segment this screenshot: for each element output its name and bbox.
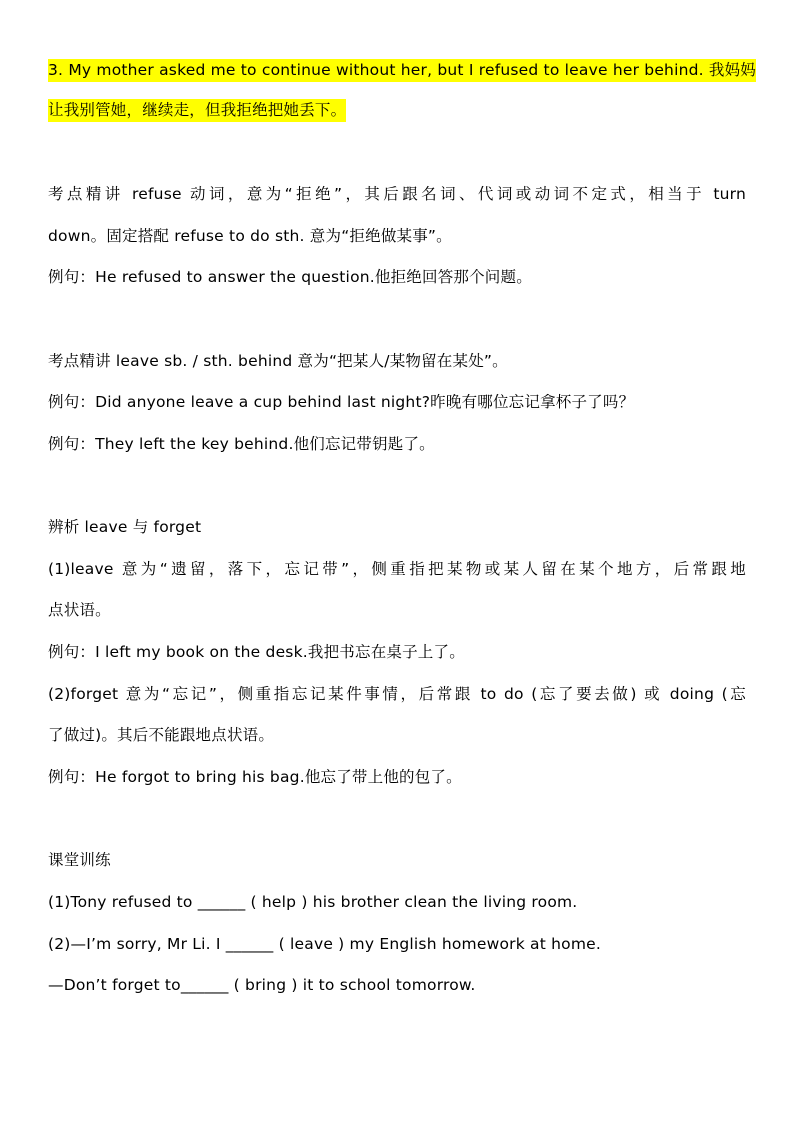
heading-line-2 (48, 100, 346, 120)
exercise-title: 课堂训练 (48, 851, 111, 869)
point1-line-1: 考点精讲 refuse 动词，意为“拒绝”，其后跟名词、代词或动词不定式，相当于 turn (48, 185, 746, 203)
heading-highlight-2: 让我别管她，继续走，但我拒绝把她丢下。 (48, 99, 346, 122)
exercise-question-2b: —Don’t forget to______ ( bring ) it to school tomorrow. (48, 976, 476, 994)
compare-forget-line-2: 了做过)。其后不能跟地点状语。 (48, 726, 275, 744)
compare-forget-line-1: (2)forget 意为“忘记”，侧重指忘记某件事情，后常跟 to do (忘了要去做) 或 doing (忘 (48, 685, 746, 703)
point2-example-1: 例句：Did anyone leave a cup behind last night?昨晚有哪位忘记拿杯子了吗？ (48, 393, 635, 411)
point2-line-1: 考点精讲 leave sb. / sth. behind 意为“把某人/某物留在某处”。 (48, 352, 508, 370)
heading-line-1 (48, 60, 756, 80)
compare-leave-line-2: 点状语。 (48, 601, 111, 619)
exercise-question-2a: (2)—I’m sorry, Mr Li. I ______ ( leave ) my English homework at home. (48, 935, 601, 953)
compare-leave-line-1: (1)leave 意为“遗留，落下，忘记带”，侧重指把某物或某人留在某个地方，后常跟地 (48, 560, 746, 578)
point1-line-2: down。固定搭配 refuse to do sth. 意为“拒绝做某事”。 (48, 227, 452, 245)
compare-title: 辨析 leave 与 forget (48, 518, 202, 536)
point1-example: 例句：He refused to answer the question.他拒绝回答那个问题。 (48, 268, 532, 286)
compare-leave-example: 例句：I left my book on the desk.我把书忘在桌子上了。 (48, 643, 465, 661)
exercise-question-1: (1)Tony refused to ______ ( help ) his brother clean the living room. (48, 893, 578, 911)
compare-forget-example: 例句：He forgot to bring his bag.他忘了带上他的包了。 (48, 768, 462, 786)
point2-example-2: 例句：They left the key behind.他们忘记带钥匙了。 (48, 435, 435, 453)
heading-highlight-1: 3. My mother asked me to continue without her, but I refused to leave her behind. 我妈妈 (48, 59, 756, 82)
